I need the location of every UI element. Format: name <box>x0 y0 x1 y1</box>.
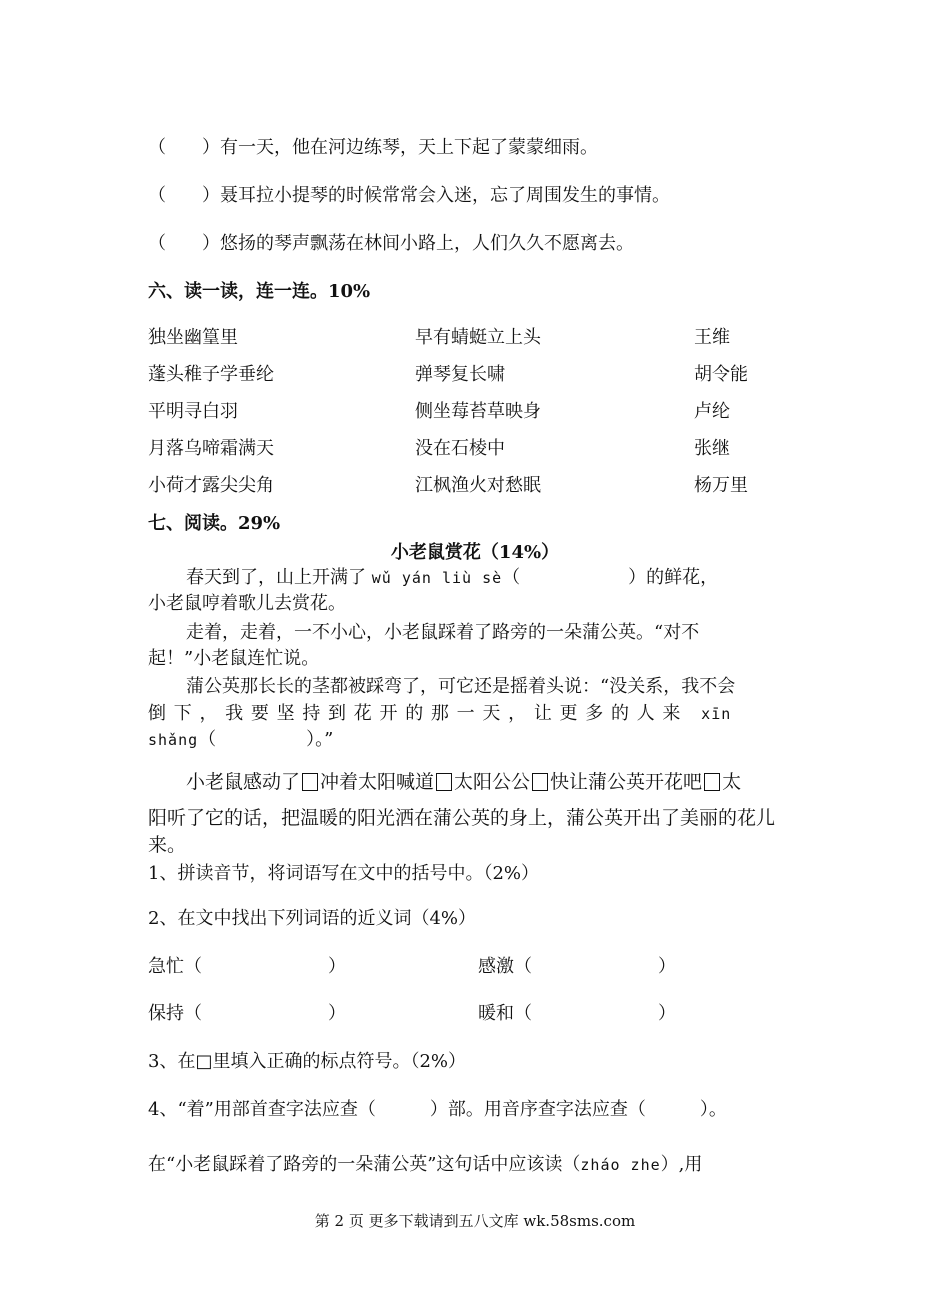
order-item-3 <box>148 232 634 256</box>
story-p3-line3 <box>148 728 333 752</box>
order-paren-3: （ ） <box>148 233 220 254</box>
q2-item-1 <box>148 955 346 979</box>
story-p4-line3: 来。 <box>148 834 187 856</box>
q4b-text-b: ）,用 <box>660 1154 703 1175</box>
story-p3-line2 <box>148 702 731 726</box>
poem-line-a4: 月落乌啼霜满天 <box>148 438 274 459</box>
story-p4-line2: 阳听了它的话，把温暖的阳光洒在蒲公英的身上，蒲公英开出了美丽的花儿 <box>148 807 776 829</box>
p3-text-b: 倒 下 ， 我 要 坚 持 到 花 开 的 那 一 天 ， 让 更 多 的 人 来 <box>148 703 682 724</box>
section7-title: 七、阅读。29% <box>148 513 281 534</box>
poem-line-b1: 早有蜻蜓立上头 <box>415 327 541 348</box>
q2-word-3: 保持 <box>148 1003 184 1024</box>
p1-pinyin: wǔ yán liù sè <box>371 569 503 587</box>
q2-paren-4: （ ） <box>514 1003 676 1024</box>
story-p2-line2: 起！”小老鼠连忙说。 <box>148 648 320 669</box>
poet-5: 杨万里 <box>694 475 748 496</box>
p1-text-a: 春天到了，山上开满了 <box>186 567 366 588</box>
p3-pinyin-xin: xīn <box>701 705 732 723</box>
poem-line-a3: 平明寻白羽 <box>148 401 238 422</box>
p4-seg4: 快让蒲公英开花吧 <box>550 771 703 793</box>
poem-line-b2: 弹琴复长啸 <box>415 364 505 385</box>
story-p2-line1: 走着，走着，一不小心，小老鼠踩着了路旁的一朵蒲公英。“对不 <box>186 622 700 643</box>
punct-box-1[interactable] <box>302 773 318 791</box>
p4-seg1: 小老鼠感动了 <box>186 771 301 793</box>
question-1: 1、拼读音节，将词语写在文中的括号中。（2%） <box>148 863 540 884</box>
punct-box-2[interactable] <box>436 773 452 791</box>
poem-line-a5: 小荷才露尖尖角 <box>148 475 274 496</box>
poet-3: 卢纶 <box>694 401 730 422</box>
punct-box-4[interactable] <box>704 773 720 791</box>
poet-4: 张继 <box>694 438 730 459</box>
question-2: 2、在文中找出下列词语的近义词（4%） <box>148 908 477 929</box>
p3-text-c: （ ）。” <box>198 729 334 750</box>
p4-seg2: 冲着太阳喊道 <box>320 771 435 793</box>
q2-paren-3: （ ） <box>184 1003 346 1024</box>
p3-pinyin-shang: shǎng <box>148 731 199 749</box>
q2-item-4 <box>478 1002 676 1026</box>
section6-title: 六、读一读，连一连。10% <box>148 281 371 302</box>
order-text-3: 悠扬的琴声飘荡在林间小路上，人们久久不愿离去。 <box>220 233 634 254</box>
poem-line-b5: 江枫渔火对愁眠 <box>415 475 541 496</box>
poem-line-b3: 侧坐莓苔草映身 <box>415 401 541 422</box>
q2-item-3 <box>148 1002 346 1026</box>
poet-2: 胡令能 <box>694 364 748 385</box>
story-p1-line1 <box>186 566 718 590</box>
poem-line-b4: 没在石棱中 <box>415 438 505 459</box>
q2-word-1: 急忙 <box>148 956 184 977</box>
poet-1: 王维 <box>694 327 730 348</box>
order-item-1 <box>148 136 598 160</box>
q2-item-2 <box>478 955 676 979</box>
p4-seg5: 太 <box>722 771 742 793</box>
story-p3-line1: 蒲公英那长长的茎都被踩弯了，可它还是摇着头说：“没关系，我不会 <box>186 676 736 697</box>
q2-word-4: 暖和 <box>478 1003 514 1024</box>
order-text-2: 聂耳拉小提琴的时候常常会入迷，忘了周围发生的事情。 <box>220 185 670 206</box>
page-footer: 第 2 页 更多下载请到五八文库 wk.58sms.com <box>314 1212 636 1230</box>
question-4-cont <box>148 1153 702 1177</box>
question-4: 4、“着”用部首查字法应查（ ）部。用音序查字法应查（ ）。 <box>148 1099 727 1120</box>
punct-box-3[interactable] <box>532 773 548 791</box>
poem-line-a2: 蓬头稚子学垂纶 <box>148 364 274 385</box>
q2-paren-2: （ ） <box>514 956 676 977</box>
order-paren-2: （ ） <box>148 185 220 206</box>
question-3: 3、在□里填入正确的标点符号。（2%） <box>148 1051 467 1072</box>
p4-seg3: 太阳公公 <box>454 771 531 793</box>
story-p4-line1 <box>186 770 741 794</box>
order-text-1: 有一天，他在河边练琴，天上下起了蒙蒙细雨。 <box>220 137 598 158</box>
order-paren-1: （ ） <box>148 137 220 158</box>
q2-word-2: 感激 <box>478 956 514 977</box>
q4b-text-a: 在“小老鼠踩着了路旁的一朵蒲公英”这句话中应该读（ <box>148 1154 581 1175</box>
story-title: 小老鼠赏花（14%） <box>390 542 560 563</box>
q2-paren-1: （ ） <box>184 956 346 977</box>
story-p1-line2: 小老鼠哼着歌儿去赏花。 <box>148 593 346 614</box>
order-item-2 <box>148 184 670 208</box>
p1-text-b: （ ）的鲜花， <box>502 567 719 588</box>
q4b-pinyin: zháo zhe <box>580 1156 661 1174</box>
poem-line-a1: 独坐幽篁里 <box>148 327 238 348</box>
